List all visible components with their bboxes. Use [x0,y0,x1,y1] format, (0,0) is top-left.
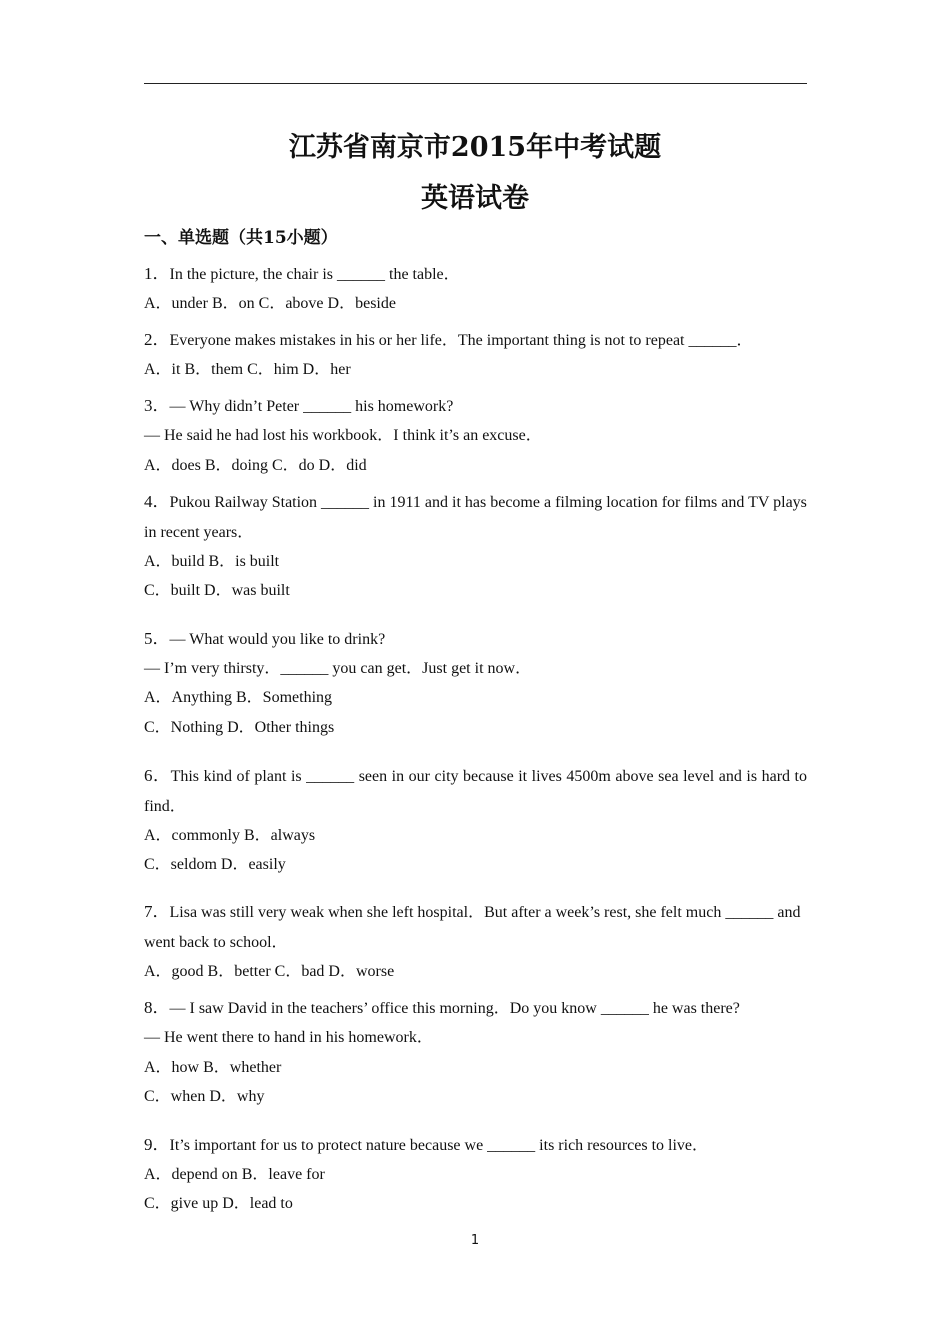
question-8-options-ab: A．how B．whether [144,1059,282,1076]
question-3-options: A．does B．doing C．do D．did [144,457,367,474]
question-9-options-cd: C．give up D．lead to [144,1195,293,1212]
question-5-options-cd: C．Nothing D．Other things [144,719,335,736]
question-2-options: A．it B．them C．him D．her [144,361,351,378]
question-4-options-cd: C．built D．was built [144,582,290,599]
exam-title: 江苏省南京市2015年中考试题 [288,132,662,163]
question-1-options: A．under B．on C．above D．beside [144,295,396,312]
question-6-options-cd: C．seldom D．easily [144,856,286,873]
exam-subtitle: 英语试卷 [421,183,529,214]
page-number: 1 [470,1233,480,1248]
question-6-stem: 6．This kind of plant is ______ seen in our city because it lives 4500m above sea level and is hard to find． [144,766,807,815]
question-8-options-cd: C．when D．why [144,1088,265,1105]
question-3-reply: — He said he had lost his workbook．I think it’s an excuse． [144,427,542,444]
question-7-options: A．good B．better C．bad D．worse [144,963,395,980]
header-rule [144,83,807,84]
question-9-stem: 9．It’s important for us to protect nature because we ______ its rich resources to live． [144,1135,709,1154]
question-8-reply: — He went there to hand in his homework． [144,1029,433,1046]
question-3-stem: 3．— Why didn’t Peter ______ his homework? [144,396,454,415]
question-4-options-ab: A．build B．is built [144,553,280,570]
question-7-stem: 7．Lisa was still very weak when she left hospital．But after a week’s rest, she felt much ______ and went back to school． [144,902,801,951]
question-9-options-ab: A．depend on B．leave for [144,1166,325,1183]
question-5-options-ab: A．Anything B．Something [144,689,333,706]
question-2-stem: 2．Everyone makes mistakes in his or her life．The important thing is not to repeat ______． [144,330,753,349]
question-8-stem: 8．— I saw David in the teachers’ office this morning．Do you know ______ he was there? [144,998,740,1017]
section-heading: 一、单选题（共15小题） [144,228,338,248]
question-6-options-ab: A．commonly B．always [144,827,316,844]
question-1-stem: 1．In the picture, the chair is ______ the table． [144,264,460,283]
question-5-stem: 5．— What would you like to drink? [144,629,386,648]
question-5-reply: — I’m very thirsty．______ you can get．Just get it now． [144,660,532,677]
question-4-stem: 4．Pukou Railway Station ______ in 1911 and it has become a filming location for films and TV plays in recent years． [144,492,807,541]
